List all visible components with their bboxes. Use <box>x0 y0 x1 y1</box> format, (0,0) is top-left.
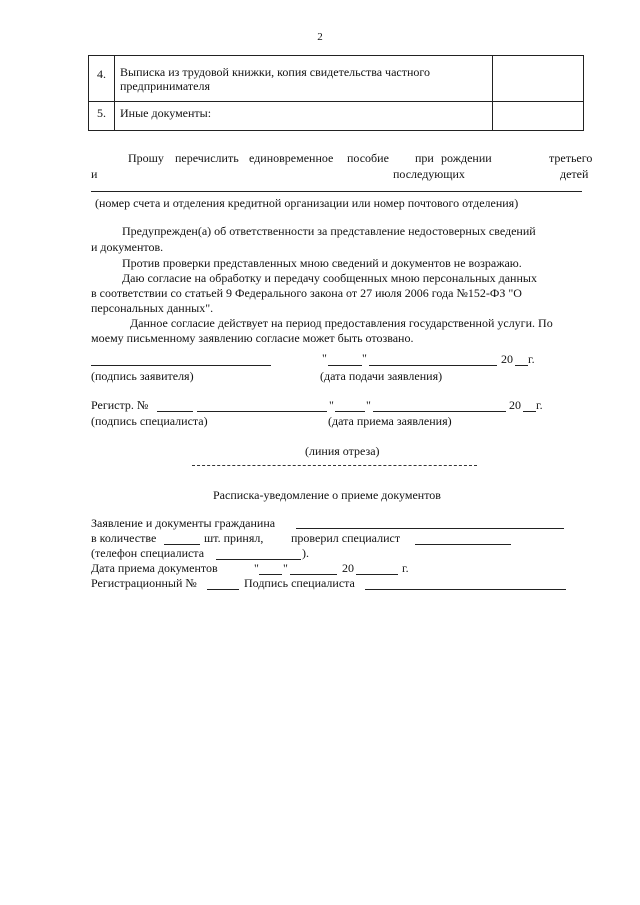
receipt-year-field[interactable] <box>356 574 398 575</box>
receipt-specialist-signature-field[interactable] <box>365 589 566 590</box>
quote-close: " <box>283 561 288 575</box>
request-word: и <box>91 167 98 181</box>
phone-suffix: ). <box>302 546 309 560</box>
year-suffix: г. <box>402 561 409 575</box>
cut-line <box>192 465 477 466</box>
applicant-month-field[interactable] <box>369 365 497 366</box>
specialist-signature-caption: (подпись специалиста) <box>91 414 208 428</box>
account-caption: (номер счета и отделения кредитной организации или номер почтового отделения) <box>95 196 519 210</box>
citizen-label: Заявление и документы гражданина <box>91 516 276 530</box>
warning-text: Предупрежден(а) об ответственности за представление недостоверных сведений <box>122 224 536 238</box>
quote-close: " <box>366 398 371 412</box>
registration-year-field[interactable] <box>523 411 536 412</box>
request-word: последующих <box>393 167 465 181</box>
no-objection-text: Против проверки представленных мною сведений и документов не возражаю. <box>122 256 522 270</box>
registration-month-field[interactable] <box>373 411 506 412</box>
request-word: детей <box>560 167 589 181</box>
receipt-date-label: Дата приема документов <box>91 561 218 575</box>
row-mark-cell[interactable] <box>493 56 584 102</box>
quantity-field[interactable] <box>164 544 200 545</box>
year-suffix: г. <box>528 352 535 366</box>
table-row <box>89 56 584 102</box>
applicant-year-field[interactable] <box>515 365 528 366</box>
row-text-line: Выписка из трудовой книжки, копия свидетельства частного <box>120 65 431 79</box>
account-number-field[interactable] <box>91 191 582 192</box>
cut-line-label: (линия отреза) <box>305 444 380 458</box>
page-number: 2 <box>317 31 323 43</box>
request-word: третьего <box>549 151 593 165</box>
consent-text: персональных данных". <box>91 301 214 315</box>
consent-validity-text: моему письменному заявлению согласие может быть отозвано. <box>91 331 414 345</box>
year-prefix: 20 <box>342 561 354 575</box>
receipt-month-field[interactable] <box>290 574 337 575</box>
row-text-line: предпринимателя <box>120 79 210 93</box>
row-text <box>115 56 493 102</box>
quote-open: " <box>254 561 259 575</box>
applicant-signature-field[interactable] <box>91 365 271 366</box>
row-number: 5. <box>89 102 115 131</box>
request-word: перечислить <box>175 151 239 165</box>
consent-validity-text: Данное согласие действует на период предоставления государственной услуги. По <box>130 316 553 330</box>
consent-text: Даю согласие на обработку и передачу сообщенных мною персональных данных <box>122 271 537 285</box>
registration-label: Регистр. № <box>91 398 149 412</box>
registration-date-caption: (дата приема заявления) <box>328 414 452 428</box>
checked-by-label: проверил специалист <box>291 531 401 545</box>
registration-number-field[interactable] <box>157 411 193 412</box>
table-row <box>89 102 584 131</box>
request-word: рождении <box>441 151 492 165</box>
receipt-day-field[interactable] <box>259 574 282 575</box>
quote-close: " <box>362 351 367 365</box>
quantity-prefix: в количестве <box>91 531 157 545</box>
year-prefix: 20 <box>509 398 521 412</box>
quote-open: " <box>322 351 327 365</box>
registration-number-label: Регистрационный № <box>91 576 197 590</box>
request-word: Прошу <box>128 151 164 165</box>
specialist-signature-label: Подпись специалиста <box>244 576 355 590</box>
application-date-caption: (дата подачи заявления) <box>320 369 443 383</box>
specialist-phone-field[interactable] <box>216 559 301 560</box>
registration-day-field[interactable] <box>335 411 365 412</box>
year-suffix: г. <box>536 398 543 412</box>
row-mark-cell[interactable] <box>493 102 584 131</box>
receipt-title: Расписка-уведомление о приеме документов <box>213 488 441 502</box>
request-word: при <box>415 151 434 165</box>
request-word: пособие <box>347 151 389 165</box>
quote-open: " <box>329 398 334 412</box>
row-text-line: Иные документы: <box>120 106 212 120</box>
row-number: 4. <box>89 56 115 102</box>
specialist-signature-field[interactable] <box>197 411 327 412</box>
consent-text: в соответствии со статьей 9 Федерального закона от 27 июля 2006 года №152-ФЗ "О <box>91 286 522 300</box>
request-word: единовременное <box>249 151 334 165</box>
documents-table <box>88 55 584 131</box>
phone-prefix: (телефон специалиста <box>91 546 205 560</box>
applicant-signature-caption: (подпись заявителя) <box>91 369 194 383</box>
warning-text: и документов. <box>91 240 164 254</box>
applicant-day-field[interactable] <box>328 365 362 366</box>
year-prefix: 20 <box>501 352 513 366</box>
citizen-name-field[interactable] <box>296 528 564 529</box>
row-text <box>115 102 493 131</box>
receipt-registration-number-field[interactable] <box>207 589 239 590</box>
quantity-suffix: шт. принял, <box>204 531 264 545</box>
checking-specialist-field[interactable] <box>415 544 511 545</box>
